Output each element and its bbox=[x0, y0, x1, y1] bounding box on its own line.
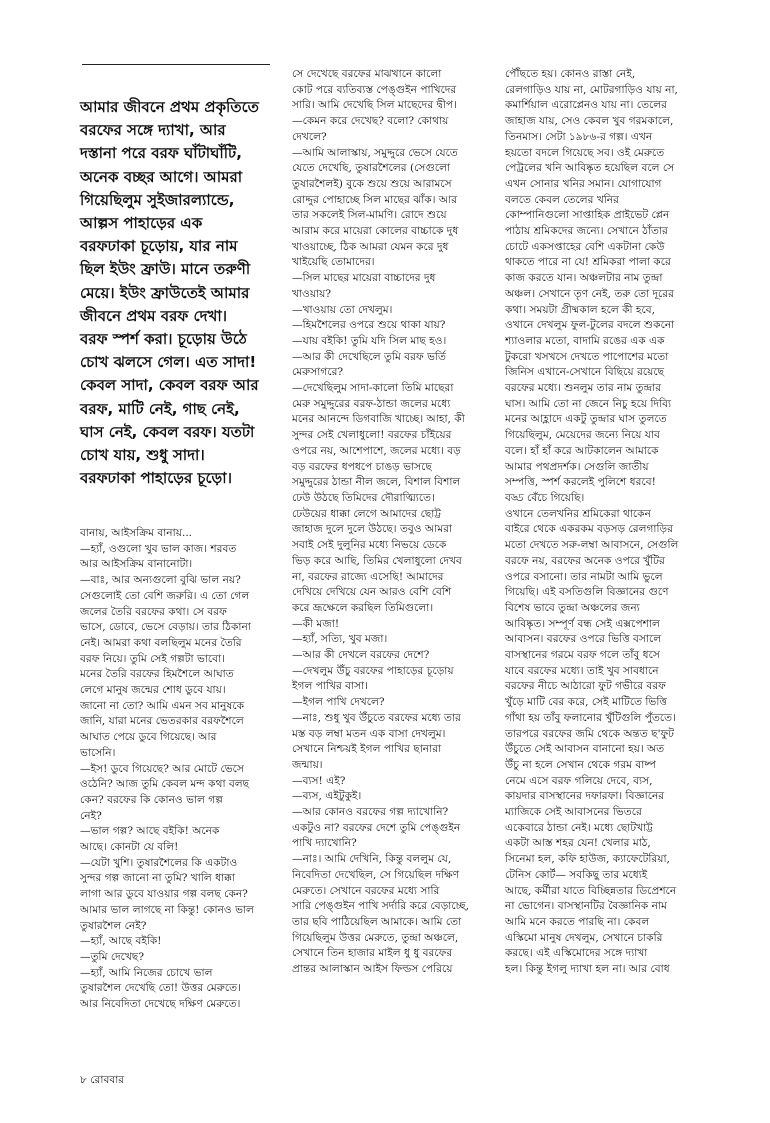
text-line: রেলগাড়িও যায় না, মোটরগাড়িও যায় না, bbox=[505, 83, 678, 96]
text-line: বরফঢাকা চূড়োয়, যার নাম bbox=[80, 237, 238, 256]
text-line: চোখ ঝলসে গেল। এত সাদা! bbox=[80, 353, 257, 372]
text-line: জানি, যারা মনের ভেতরকার বরফশৈলে bbox=[80, 715, 244, 728]
text-line: সুন্দর গল্প জানো না তুমি? খালি ধাক্কা bbox=[80, 872, 236, 885]
text-line: মেয়ে। ইউং ফ্রাউতেই আমার bbox=[80, 283, 250, 302]
text-line: দেখিয়ে দেখিয়ে যেন আরও বেশি বেশি bbox=[292, 586, 452, 599]
text-line: আমি মনে করতে পারছি না। কেবল bbox=[505, 915, 650, 928]
text-line: তুষারশৈল দেখেছি তো! উত্তর মেরুতে। bbox=[80, 982, 241, 995]
text-line: —দেখলুম উঁচু বরফের পাহাড়ের চূড়োয় bbox=[292, 664, 454, 677]
text-line: বরফের সঙ্গে দ্যাখা, আর bbox=[80, 121, 226, 140]
text-line: গিয়েছি। এই বসতিগুলি বিজ্ঞানের গুণে bbox=[505, 586, 669, 599]
text-line: আর নিবেদিতা দেখেছে দক্ষিণ মেরুতে। bbox=[80, 998, 241, 1011]
text-line: আমার জীবনে প্রথম প্রকৃতিতে bbox=[80, 98, 259, 116]
text-line: —বাঃ, আর অন্যগুলো বুঝি ভাল নয়? bbox=[80, 574, 241, 587]
text-line: —সিল মাছের মায়েরা বাচ্চাদের দুধ bbox=[292, 272, 436, 285]
text-line: —কী মজা! bbox=[292, 617, 340, 630]
text-line: দস্তানা পরে বরফ ঘাঁটাঘাঁটি, bbox=[80, 144, 242, 163]
text-line: পাঠায় শ্রমিকদের জন্যে। সেখানে ঠাঁতার bbox=[505, 225, 668, 238]
text-line: গিয়েছিলুম সুইজারল্যান্ডে, bbox=[80, 190, 235, 209]
text-line: টুকরো খসখসে দেখতে পাপোশের মতো bbox=[505, 350, 669, 363]
text-line: —যায় বইকি! তুমি যদি সিল মাছ হও। bbox=[292, 334, 447, 347]
text-line: —ইস! ডুবে গিয়েছে? আর মোটে ভেসে bbox=[80, 762, 244, 775]
text-line: —যেটা খুশি। তুষারশৈলের কি একটাও bbox=[80, 856, 238, 869]
text-line: আছে। কোনটা যে বলি! bbox=[80, 841, 179, 854]
text-line: দেখলে? bbox=[292, 130, 327, 143]
text-line: আছে, কর্মীরা যাতে বিচ্ছিন্নতার ডিপ্রেশনে bbox=[505, 884, 677, 897]
text-line: করে ভ্রূক্ষেলে করছিল তিমিগুলো। bbox=[292, 601, 434, 614]
text-line: —হ্যাঁ, আমি নিজের চোখে ভাল bbox=[80, 966, 213, 979]
text-line: মেরুসাগরে? bbox=[292, 366, 344, 379]
text-line: আরাম করে মায়েরা কোলের বাচ্চাকে দুধ bbox=[292, 225, 459, 238]
text-line: হল। কিন্তু ইগলু দ্যাখা হল না। আর বোধ bbox=[505, 963, 670, 976]
text-line: জলের তৈরি বরফের কথা। সে বরফ bbox=[80, 605, 227, 618]
text-line: খাইয়েছি তোমাদের। bbox=[292, 256, 375, 269]
text-line: না, বরফের রাজ্যে এসেছি! আমাদের bbox=[292, 570, 444, 583]
text-line: চোটে একসপ্তাহের বেশি একটানা কেউ bbox=[505, 240, 665, 253]
text-line: কাজ করতে যান। অঞ্চলটার নাম তুন্দ্রা bbox=[505, 272, 663, 285]
text-line: সে দেখেছে বরফের মাঝখানে কালো bbox=[292, 68, 442, 80]
page-folio: ৮ রোববার bbox=[80, 1074, 125, 1086]
text-line: আর আইসক্রিম বানানোটা। bbox=[80, 558, 193, 571]
text-line: বিশেষ ভাবে তুন্দ্রা অঞ্চলের জন্য bbox=[505, 601, 640, 614]
text-line: কোট পরে ব্যতিব্যস্ত পেঙ্গুইন পাখিদের bbox=[292, 83, 457, 96]
text-line: ওঠেনি? আজ তুমি কেবল মন্দ কথা বলছ bbox=[80, 778, 250, 791]
text-line: কায়দার বাসস্থানের দফারফা। বিজ্ঞানের bbox=[505, 790, 665, 803]
text-line: নিবেদিতা দেখেছিল, সে গিয়েছিল দক্ষিণ bbox=[292, 868, 460, 881]
text-line: বড় বরফের ধপধপে চাঙড় ভাসছে bbox=[292, 460, 432, 473]
text-line: —হিমশৈলের ওপরে শুয়ে থাকা যায়? bbox=[292, 319, 446, 332]
text-line: থাকতে পারে না যে! শ্রমিকরা পালা করে bbox=[505, 256, 671, 269]
text-line: —কেমন করে দেখেছ? বলো? কোথায় bbox=[292, 115, 449, 128]
text-line: করছে। এই এস্কিমোদের সঙ্গে দ্যাখা bbox=[505, 947, 648, 960]
text-line: ঘাস। আমি তো না জেনে নিচু হয়ে দিব্যি bbox=[505, 397, 672, 410]
text-line: —আর কোনও বরফের গল্প দ্যাখোনি? bbox=[292, 806, 449, 819]
text-line: আবাসন। বরফের ওপরে ভিত্তি বসালে bbox=[505, 633, 662, 646]
text-line: বরফঢাকা পাহাড়ের চূড়ো। bbox=[80, 469, 232, 488]
text-line: কেবল সাদা, কেবল বরফ আর bbox=[80, 376, 259, 395]
text-line: তার সকলেই সিল-মামণি। রোদে শুয়ে bbox=[292, 209, 447, 222]
text-line: —খাওয়ায় তো দেখলুম। bbox=[292, 303, 393, 316]
text-line: ওখানে তেলখনির শ্রমিকেরা থাকেন bbox=[505, 507, 651, 520]
text-line: সিনেমা হল, কফি হাউজ, ক্যাফেটেরিয়া, bbox=[505, 853, 670, 866]
text-line: তুষারশৈলই) বুকে শুয়ে শুয়ে আরামসে bbox=[292, 177, 452, 190]
text-line: উঁচুতে সেই আবাসন বানানো হয়। অত bbox=[505, 743, 665, 756]
text-line: লাগা আর ডুবে যাওয়ার গল্প বলছ কেন? bbox=[80, 888, 248, 901]
text-line: পেট্রলের খনি আবিষ্কৃত হয়েছিল বলে সে bbox=[505, 162, 675, 175]
text-line: এস্কিমো মানুষ দেখলুম, সেখানে চাকরি bbox=[505, 931, 663, 944]
text-line: পাখি দ্যাখোনি? bbox=[292, 837, 357, 850]
text-line: গিয়েছিলুম উত্তর মেরুতে, তুন্দ্রা অঞ্চলে, bbox=[292, 931, 459, 944]
text-line: সমুদ্দুরের ঠান্ডা নীল জলে, বিশাল বিশাল bbox=[292, 476, 461, 489]
text-line: কেন? বরফের কি কোনও ভাল গল্প bbox=[80, 793, 223, 806]
text-line: খুঁড়ে মাটি বের করে, সেই মাটিতে ভিত্তি bbox=[505, 696, 667, 709]
column-2 bbox=[292, 67, 488, 978]
text-line: ছিল ইউং ফ্রাউ। মানে তরুণী bbox=[80, 260, 251, 279]
text-line: —হ্যাঁ, সত্যি, খুব মজা। bbox=[292, 633, 388, 646]
text-line: শ্যাওলার মতো, বাদামি রঙের এক এক bbox=[505, 334, 665, 347]
text-line: টেনিস কোর্ট— সবকিছু তার মধ্যেই bbox=[505, 868, 648, 881]
column-1 bbox=[80, 526, 276, 1013]
text-line: মনের তৈরি বরফের হিমশৈলে আঘাত bbox=[80, 668, 234, 681]
column-3 bbox=[505, 67, 701, 978]
text-line: বানায়, আইসক্রিম বানায়... bbox=[80, 527, 193, 539]
text-line: বরফে নয়, বরফের অনেক ওপরে খুঁটির bbox=[505, 554, 665, 567]
text-line: বাইরে থেকে একরকম বড়সড় রেলগাড়ির bbox=[505, 523, 673, 536]
text-line: জিনিস এখানে-সেখানে বিছিয়ে রয়েছে bbox=[505, 366, 664, 379]
text-line: —আর কী দেখেছিলে তুমি বরফ ভর্তি bbox=[292, 350, 446, 363]
text-line: হয়তো বদলে গিয়েছে সব। ওই মেরুতে bbox=[505, 146, 665, 159]
text-line: ঢেউয়ের ধাক্কা লেগে আমাদের ছোট্ট bbox=[292, 507, 442, 520]
text-line: মতো দেখতে সরু-লম্বা আবাসনে, সেগুলি bbox=[505, 539, 679, 552]
text-line: —আর কী দেখলে বরফের দেশে? bbox=[292, 649, 430, 662]
text-line: ভিড় করে আছি, তিমির খেলাধুলো দেখব bbox=[292, 554, 462, 567]
text-line: সেখানে তিন হাজার মাইল ধু ধু বরফের bbox=[292, 947, 453, 960]
text-line: অনেক বচ্ছর আগে। আমরা bbox=[80, 167, 243, 186]
text-line: —ব্যস, এইটুকুই। bbox=[292, 790, 362, 803]
text-line: সারি পেঙ্গুইন পাখি সর্দারি করে বেড়াচ্ছে, bbox=[292, 900, 469, 913]
text-line: জানো না তো? আমি এমন সব মানুষকে bbox=[80, 699, 245, 712]
text-line: —দেখেছিলুম সাদা-কালো তিমি মাছেরা bbox=[292, 382, 454, 395]
text-line: বরফ নিয়ে। তুমি সেই গল্পটা ভাবো। bbox=[80, 652, 225, 665]
text-line: মস্ত বড় লম্বা মতন এক বাসা দেখলুম। bbox=[292, 727, 446, 740]
text-line: না ভোগেন। বাসস্থানটির বৈজ্ঞানিক নাম bbox=[505, 900, 667, 913]
text-line: —ইগল পাখি দেখলে? bbox=[292, 696, 385, 709]
text-line: বরফের নীচে আঠারো ফুট গভীরে বরফ bbox=[505, 680, 666, 693]
pull-quote bbox=[80, 96, 276, 490]
text-line: তিনমাস। সেটা ১৯৮৬-র গল্প। এখন bbox=[505, 130, 653, 143]
text-line: ম্যাজিকে সেই আবাসনের ভিতরে bbox=[505, 806, 642, 819]
text-line: উঁচু না হলে সেখান থেকে গরম বাষ্প bbox=[505, 758, 656, 771]
text-line: পৌঁছতে হয়। কোনও রাস্তা নেই, bbox=[505, 68, 636, 80]
text-line: নেই। আমরা কথা বলছিলুম মনের তৈরি bbox=[80, 636, 242, 649]
text-line: বরফ স্পর্শ করা। চূড়োয় উঠে bbox=[80, 330, 247, 349]
text-line: ঢেউ উঠছে তিমিদের দৌরাত্ম্যিতে। bbox=[292, 491, 435, 504]
text-line: —নাঃ, শুধু খুব উঁচুতে বরফের মধ্যে তার bbox=[292, 711, 461, 724]
text-line: জাহাজ যায়, সেও কেবল খুব গরমকালে, bbox=[505, 115, 674, 128]
text-line: যেতে দেখেছি, তুষারশৈলের (সেগুলো bbox=[292, 162, 451, 175]
text-line: বাসস্থানের গরমে বরফ গলে তাঁবু ধসে bbox=[505, 649, 660, 662]
text-line: গাঁথা হয় তাঁবু ফলানোর খুঁটিগুলি পুঁততে। bbox=[505, 711, 676, 724]
text-line: —হ্যাঁ, ওগুলো খুব ভাল কাজ। শরবত bbox=[80, 542, 237, 555]
text-line: জীবনে প্রথম বরফ দেখা। bbox=[80, 306, 228, 325]
text-line: কথা। সময়টা গ্রীষ্মকাল হলে কী হবে, bbox=[505, 303, 656, 316]
text-line: তার ছবি পাঠিয়েছিল আমাকে। আমি তো bbox=[292, 915, 462, 928]
text-line: মেরুতে। সেখানে বরফের মধ্যে সারি bbox=[292, 884, 440, 897]
text-line: ঘাস নেই, কেবল বরফ। যতটা bbox=[80, 422, 255, 441]
text-line: আমার পথপ্রদর্শক। সেগুলি জাতীয় bbox=[505, 460, 649, 473]
text-line: সারি। আমি দেখেছি সিল মাছেদের দ্বীপ। bbox=[292, 99, 457, 112]
text-line: কোম্পানিগুলো সাপ্তাহিক প্রাইভেট প্লেন bbox=[505, 209, 670, 222]
text-line: —হ্যাঁ, আছে বইকি! bbox=[80, 935, 162, 948]
text-line: জাহাজ দুলে দুলে উঠছে। তবুও আমরা bbox=[292, 523, 453, 536]
text-line: —ভাল গল্প? আছে বইকি! অনেক bbox=[80, 825, 220, 838]
text-line: মনের আহ্লাদে একটু তুন্দ্রার ঘাস তুলতে bbox=[505, 413, 667, 426]
text-line: —তুমি দেখেছ? bbox=[80, 950, 144, 963]
text-line: সুন্দর সেই খেলাধুলো! বরফের চাঁইয়ের bbox=[292, 429, 452, 442]
text-line: সবাই সেই দুলুনির মধ্যে নিভয়ে ডেকে bbox=[292, 539, 447, 552]
text-line: নেমে এসে বরফ গলিয়ে দেবে, ব্যস, bbox=[505, 774, 653, 787]
text-line: বরফের মধ্যে। শুনলুম তার নাম তুন্দ্রার bbox=[505, 382, 662, 395]
text-line: ইগল পাখির বাসা। bbox=[292, 680, 368, 693]
text-line: বলতে কেবল তেলের খনির bbox=[505, 193, 619, 206]
text-line: তারপরে বরফের জমি থেকে অন্তত ছ'ফুট bbox=[505, 727, 674, 740]
text-line: —নাঃ। আমি দেখিনি, কিন্তু বললুম যে, bbox=[292, 853, 452, 866]
text-line: যাবে বরফের মধ্যে। তাই খুব সাবধানে bbox=[505, 664, 659, 677]
text-line: সম্পত্তি, স্পর্শ করলেই পুলিশে ধরবে! bbox=[505, 476, 656, 489]
text-line: ওপরে বসানো। তার নামটা আমি ভুলে bbox=[505, 570, 663, 583]
text-line: সেখানে নিশ্চয়ই ইগল পাখির ছানারা bbox=[292, 743, 442, 756]
text-line: ভাসে, ডোবে, ভেসে বেড়ায়। তার ঠিকানা bbox=[80, 621, 251, 634]
text-line: রোদ্দুর পোহাচ্ছে সিল মাছের ঝাঁক। আর bbox=[292, 193, 458, 206]
text-line: মেরু সমুদ্দুরের বরফ-ঠান্ডা জলের মধ্যে bbox=[292, 397, 451, 410]
text-line: প্রান্তর আলাস্কান আইস ফিল্ডস পেরিয়ে bbox=[292, 963, 453, 976]
text-line: কমার্শিয়াল এরোপ্লেনও যায় না। তেলের bbox=[505, 99, 667, 112]
text-line: অঞ্চল। সেখানে তৃণ নেই, তরু তো দূরের bbox=[505, 287, 674, 300]
text-line: সেগুলোই তো বেশি জরুরি। এ তো গেল bbox=[80, 589, 250, 602]
text-line: গিয়েছিলুম, মেয়েদের জন্যে নিয়ে যাব bbox=[505, 429, 660, 442]
text-line: নেই? bbox=[80, 809, 102, 822]
text-line: আমার ভাল লাগছে না কিন্তু! কোনও ভাল bbox=[80, 903, 254, 916]
text-line: আঘাত পেয়ে ডুবে গিয়েছে। আর bbox=[80, 731, 217, 744]
text-line: ওপরে নয়, আশেপাশে, জলের মধ্যে। বড় bbox=[292, 444, 461, 457]
text-line: লেগে মানুষ জন্মের শোধ ডুবে যায়। bbox=[80, 684, 226, 697]
text-line: ভাসেনি। bbox=[80, 746, 116, 759]
pull-quote-rule bbox=[82, 64, 270, 65]
text-line: বড্ড বেঁচে গিয়েছি। bbox=[505, 491, 585, 504]
text-line: আবিষ্কৃত। সম্পূর্ণ বন্ধ সেই এক্সপেশাল bbox=[505, 617, 660, 630]
text-line: চোখ যায়, শুধু সাদা। bbox=[80, 446, 205, 465]
text-line: ওখানে দেখলুম ফুল-টুলের বদলে শুকনো bbox=[505, 319, 675, 332]
text-line: এখন সোনার খনির সমান। যোগাযোগ bbox=[505, 177, 662, 190]
text-line: একটা আস্ত শহর যেন! খেলার মাঠ, bbox=[505, 837, 651, 850]
text-line: —ব্যস! এই? bbox=[292, 774, 346, 787]
text-line: মনের আনন্দে ডিগবাজি খাচ্ছে। আহা, কী bbox=[292, 413, 465, 426]
text-line: —আমি আলাস্কায়, সমুদ্দুরে ভেসে যেতে bbox=[292, 146, 458, 159]
text-line: আল্পস পাহাড়ের এক bbox=[80, 214, 203, 233]
text-line: একটুও না? বরফের দেশে তুমি পেঙ্গুইন bbox=[292, 821, 461, 834]
text-line: একেবারে ঠান্ডা নেই। মধ্যে ছোটখাট্ট bbox=[505, 821, 653, 834]
text-line: তুষারশৈল নেই? bbox=[80, 919, 147, 932]
text-line: খাওয়াচ্ছে, ঠিক আমরা যেমন করে দুধ bbox=[292, 240, 449, 253]
text-line: বলে। হাঁ হাঁ করে আটকালেন আমাকে bbox=[505, 444, 659, 457]
text-line: বরফ, মাটি নেই, গাছ নেই, bbox=[80, 399, 240, 418]
text-line: জন্মায়। bbox=[292, 758, 323, 771]
text-line: খাওয়ায়? bbox=[292, 287, 332, 300]
